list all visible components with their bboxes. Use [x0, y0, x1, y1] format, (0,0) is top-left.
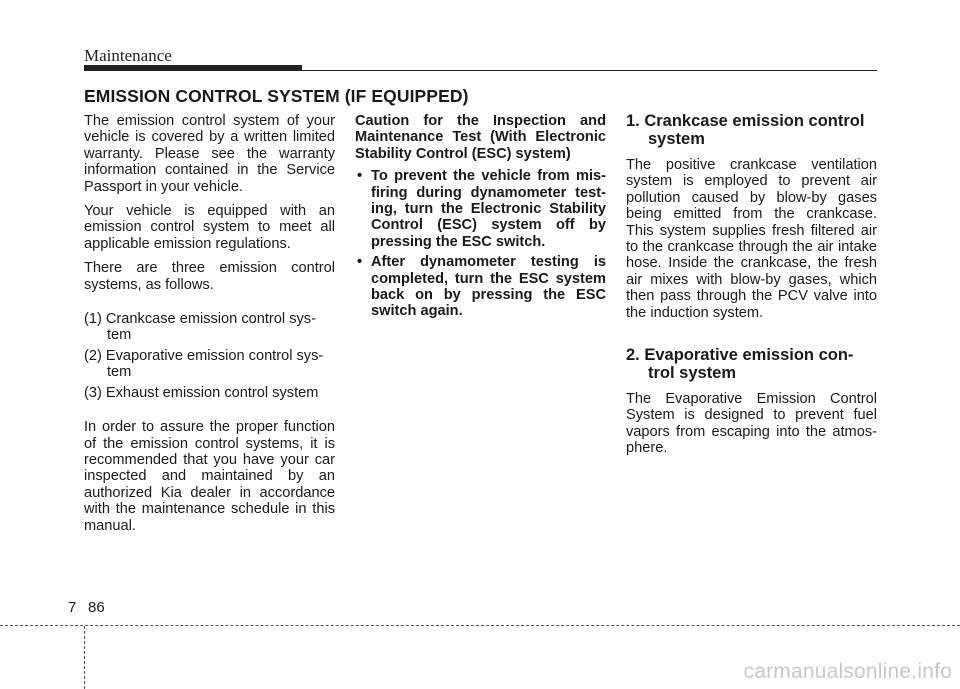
crankcase-paragraph: The positive crankcase ventilation system is employed to prevent air pollution caused by blow-by gases being emitted from the crankcase. This system supplies fresh filtered air to the crankcase through the air intake hose. Inside the crankcase, the fresh air mixes with blow-by gases, which then pass through the PCV valve into the induction system. [626, 157, 877, 321]
column-right [626, 113, 877, 465]
footer-vertical-divider [84, 626, 85, 689]
page-title: EMISSION CONTROL SYSTEM (IF EQUIPPED) [84, 86, 469, 106]
column-middle [355, 113, 606, 324]
list-item: (1) Crankcase emission control sys-tem [84, 311, 316, 344]
section-label: Maintenance [84, 46, 172, 65]
column-left [84, 113, 335, 542]
bullet-text: After dynamometer testing is completed, turn the ESC system back on by pressing the ESC switch again. [371, 254, 606, 320]
header-rule-thick [84, 65, 302, 71]
evaporative-heading: 2. Evaporative emission con-trol system [626, 346, 854, 382]
warranty-paragraph: The emission control system of your vehicle is covered by a written limited warranty. Please see the warranty information contained in the Service Passport in your vehicle. [84, 113, 335, 195]
evaporative-paragraph: The Evaporative Emission Control System is designed to prevent fuel vapors from escaping into the atmos-phere. [626, 391, 877, 457]
list-item [355, 168, 606, 250]
equipment-paragraph: Your vehicle is equipped with an emission control system to meet all applicable emission regulations. [84, 203, 335, 252]
inspection-paragraph: In order to assure the proper function of the emission control systems, it is recommended that you have your car inspected and maintained by an authorized Kia dealer in accordance with the maintenance schedule in this manual. [84, 419, 335, 534]
caution-heading: Caution for the Inspection and Maintenance Test (With Electronic Stability Control (ESC) system) [355, 113, 606, 162]
systems-intro-paragraph: There are three emission control systems, as follows. [84, 260, 335, 293]
bullet-dot: • [357, 254, 363, 271]
list-item [355, 254, 606, 320]
footer-divider [0, 625, 960, 626]
chapter-number: 7 [68, 599, 77, 616]
watermark: carmanualsonline.info [743, 660, 952, 683]
crankcase-heading: 1. Crankcase emission control system [626, 112, 865, 148]
bullet-text: To prevent the vehicle from mis-firing during dynamometer test-ing, turn the Electronic Stability Control (ESC) system off by pressing the ESC switch. [371, 168, 606, 250]
list-item: (3) Exhaust emission control system [84, 384, 319, 401]
caution-bullets [355, 168, 606, 320]
header-rule-thin [302, 70, 877, 71]
systems-list [84, 311, 335, 401]
bullet-dot: • [357, 168, 363, 185]
list-item: (2) Evaporative emission control sys-tem [84, 347, 324, 381]
page-number: 86 [88, 599, 105, 616]
